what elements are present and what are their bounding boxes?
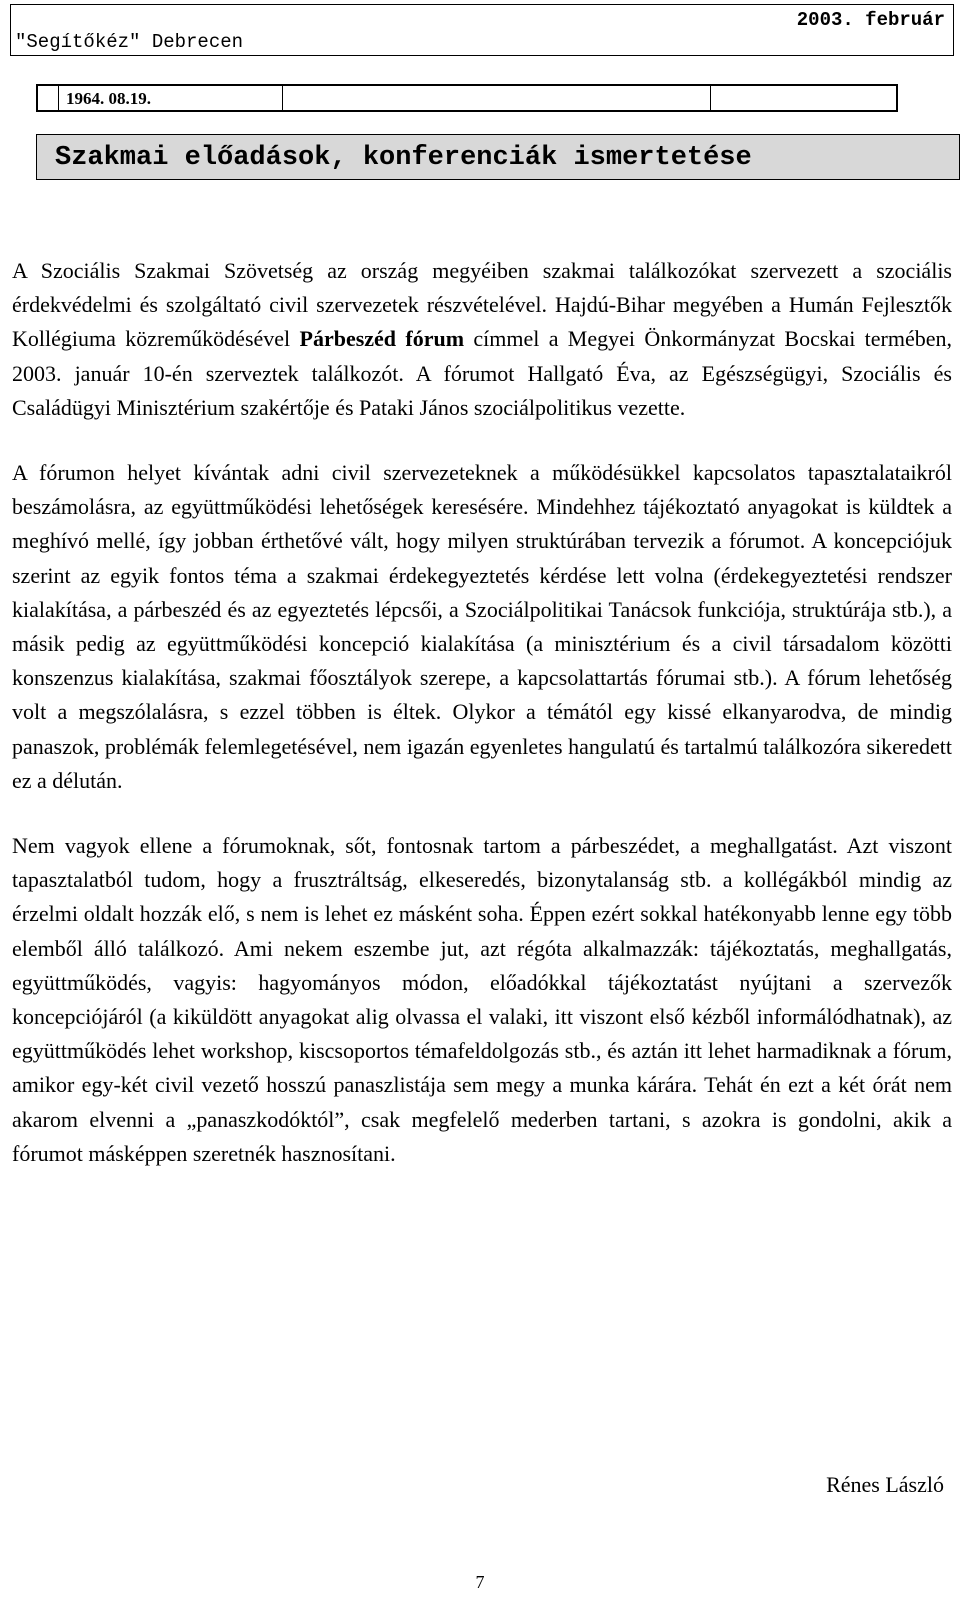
- forum-name: Párbeszéd fórum: [299, 326, 465, 352]
- article-body: [12, 254, 952, 1171]
- paragraph-2: A fórumon helyet kívántak adni civil szervezeteknek a működésükkel kapcsolatos tapasztalataikról beszámolásra, az együttműködési lehetőségek keresésére. Mindehhez tájékoztató anyagokat is küldtek a meghívó mellé, így jobban érthetővé vált, hogy milyen struktúrában tervezik a fórumot. A koncepciójuk szerint az egyik fontos téma a szakmai érdekegyeztetés kérdése lett volna (érdekegyeztetési rendszer kialakítása, a párbeszéd és az egyeztetés lépcsői, a Szociálpolitikai Tanácsok funkciója, struktúrája stb.), a másik pedig az együttműködési koncepció kialakítása (a minisztérium és a civil társadalom közötti konszenzus kialakítása, szakmai főosztályok szerepe, a kapcsolattartás fórumai stb.). A fórum lehetőség volt a megszólalásra, s ezzel többen is éltek. Olykor a témától egy kissé elkanyarodva, de mindig panaszok, problémák felemlegetésével, nem igazán egyenletes hangulatú és tartalmú találkozóra sikeredett ez a délután.: [12, 460, 952, 793]
- page-number: 7: [475, 1572, 485, 1592]
- section-title: Szakmai előadások, konferenciák ismertetése: [55, 143, 752, 173]
- page-header: [10, 4, 954, 56]
- organization-name: "Segítőkéz" Debrecen: [15, 31, 244, 53]
- datebar-divider: [38, 86, 59, 110]
- issue-date: 2003. február: [796, 9, 945, 31]
- founding-date: 1964. 08.19.: [66, 89, 151, 108]
- paragraph-3: Nem vagyok ellene a fórumoknak, sőt, fontosnak tartom a párbeszédet, a meghallgatást. Azt viszont tapasztalatból tudom, hogy a frusztráltság, elkeseredés, bizonytalanság stb. a kollégákból mindig az érzelmi oldalt hozzák elő, s nem is lehet ez másként soha. Éppen ezért sokkal hatékonyabb lenne egy több elemből álló találkozó. Ami nekem eszembe jut, azt régóta alkalmazzák: tájékoztatás, meghallgatás, együttműködés, vagyis: hagyományos módon, előadókkal tájékoztatást nyújtani a szervezők koncepciójáról (a kiküldött anyagokat alig olvassa el valaki, itt viszont első kézből informálódhatnak), az együttműködés lehet workshop, kiscsoportos témafeldolgozás stb., és aztán itt lehet harmadiknak a fórum, amikor egy-két civil vezető hosszú panaszlistája sem megy a munka kárára. Tehát én ezt a két órát nem akarom elvenni a „panaszkodóktól”, csak megfelelő mederben tartani, s azokra is gondolni, akik a fórumot másképpen szeretnék hasznosítani.: [12, 833, 952, 1166]
- author-signature: Rénes László: [826, 1472, 944, 1497]
- paragraph-1-end: címmel a Megyei Önkormányzat Bocskai termében, 2003. január 10-én szerveztek találkozót. A fórumot Hallgató Éva, az Egészségügyi, Szociális és Családügyi Minisztérium szakértője és Pataki János szociálpolitikus vezette.: [12, 326, 952, 420]
- datebar-divider: [710, 86, 711, 110]
- section-title-bar: [36, 134, 960, 180]
- paragraph-1-start: A Szociális Szakmai Szövetség az ország megyéiben szakmai találkozókat szervezett a szociális érdekvédelmi és szolgáltató civil szervezetek részvételével. Hajdú-Bihar megyében a Humán Fejlesztők Kollégiuma közreműködésével: [12, 258, 952, 352]
- founding-date-bar: [36, 84, 898, 112]
- datebar-divider: [282, 86, 283, 110]
- paragraph-1: [12, 254, 952, 425]
